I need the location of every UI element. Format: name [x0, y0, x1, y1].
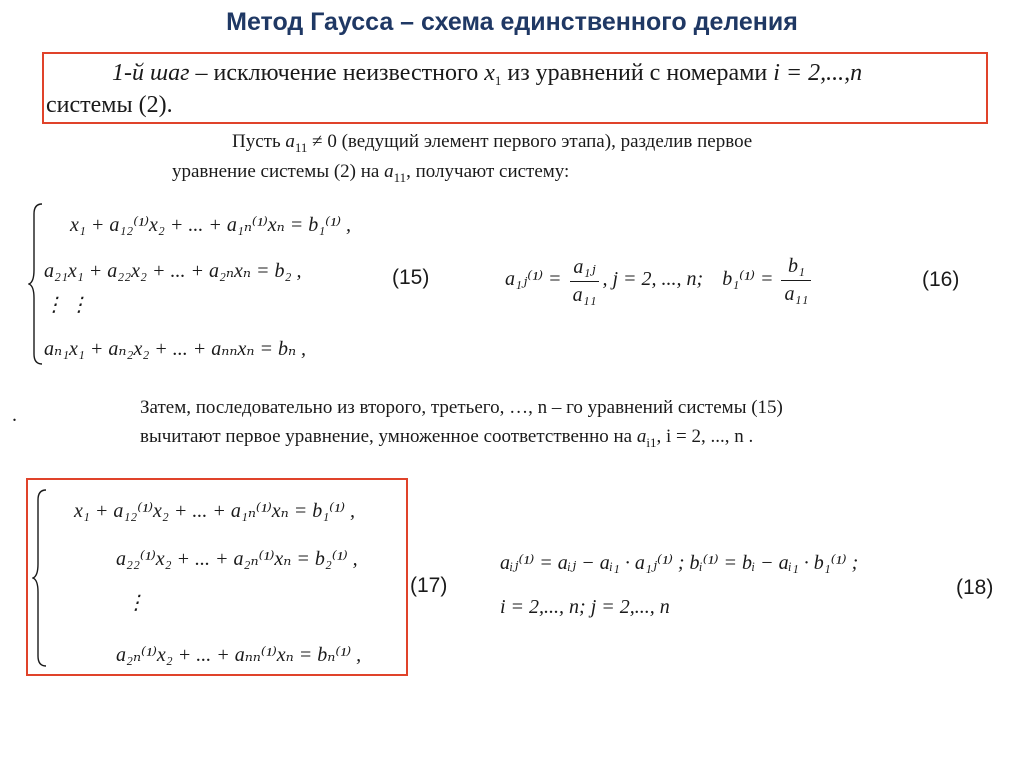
page-title: Метод Гаусса – схема единственного деления	[226, 8, 798, 36]
stray-dot: .	[12, 404, 17, 426]
system-17-row-4: a₂ₙ⁽¹⁾x₂ + ... + aₙₙ⁽¹⁾xₙ = bₙ⁽¹⁾ ,	[116, 644, 362, 666]
system-17-row-2: a₂₂⁽¹⁾x₂ + ... + a₂ₙ⁽¹⁾xₙ = b₂⁽¹⁾ ,	[116, 548, 358, 570]
step-range: i = 2,...,n	[773, 60, 863, 86]
system-17-row-3: ⋮	[126, 592, 146, 614]
paragraph-2-line-1: Затем, последовательно из второго, третьего, …, n – го уравнений системы (15)	[140, 397, 783, 418]
system-17-brace	[32, 488, 48, 668]
system-17-row-1: x₁ + a₁₂⁽¹⁾x₂ + ... + a₁ₙ⁽¹⁾xₙ = b₁⁽¹⁾ ,	[74, 500, 356, 522]
paragraph-1-line-2: уравнение системы (2) на $a_{11}$, получают систему:	[172, 161, 570, 185]
equation-number-16: (16)	[922, 268, 960, 291]
system-15-brace	[28, 202, 44, 366]
formula-16: a₁ⱼ⁽¹⁾ = $\frac{\text{a₁ⱼ}}{\text{a₁₁}}$ , j = 2, ..., n; b₁⁽¹⁾ = $\frac{\text{b₁}}{\text{a₁₁}}$	[505, 254, 814, 307]
paragraph-2-line-2: вычитают первое уравнение, умноженное соответственно на $a_{i1}$, i = 2, ..., n .	[140, 426, 754, 450]
formula-18-line-2: i = 2,..., n; j = 2,..., n	[500, 596, 670, 618]
equation-number-17: (17)	[410, 574, 448, 597]
step-label: 1-й шаг	[112, 60, 190, 86]
equation-number-15: (15)	[392, 266, 430, 289]
system-15-row-3: ⋮ ⋮	[44, 294, 89, 316]
step-line-2: системы (2).	[46, 92, 173, 118]
system-15-row-1: x₁ + a₁₂⁽¹⁾x₂ + ... + a₁ₙ⁽¹⁾xₙ = b₁⁽¹⁾ ,	[70, 214, 352, 236]
formula-18-line-1: aᵢⱼ⁽¹⁾ = aᵢⱼ − aᵢ₁ · a₁ⱼ⁽¹⁾ ; bᵢ⁽¹⁾ = bᵢ − aᵢ₁ · b₁⁽¹⁾ ;	[500, 552, 859, 574]
system-15-row-2: a₂₁x₁ + a₂₂x₂ + ... + a₂ₙxₙ = b₂ ,	[44, 260, 302, 282]
system-15-row-4: aₙ₁x₁ + aₙ₂x₂ + ... + aₙₙxₙ = bₙ ,	[44, 338, 307, 360]
fraction-a1j: $\frac{\text{a₁ⱼ}}{\text{a₁₁}}$	[570, 254, 600, 307]
step-line-1: 1-й шаг – исключение неизвестного $x_1$ из уравнений с номерами i = 2,...,n	[112, 60, 863, 88]
equation-number-18: (18)	[956, 576, 994, 599]
fraction-b1: $\frac{\text{b₁}}{\text{a₁₁}}$	[781, 255, 811, 306]
paragraph-1-line-1: Пусть $a_{11} \ne 0$ (ведущий элемент первого этапа), разделив первое	[232, 131, 753, 155]
